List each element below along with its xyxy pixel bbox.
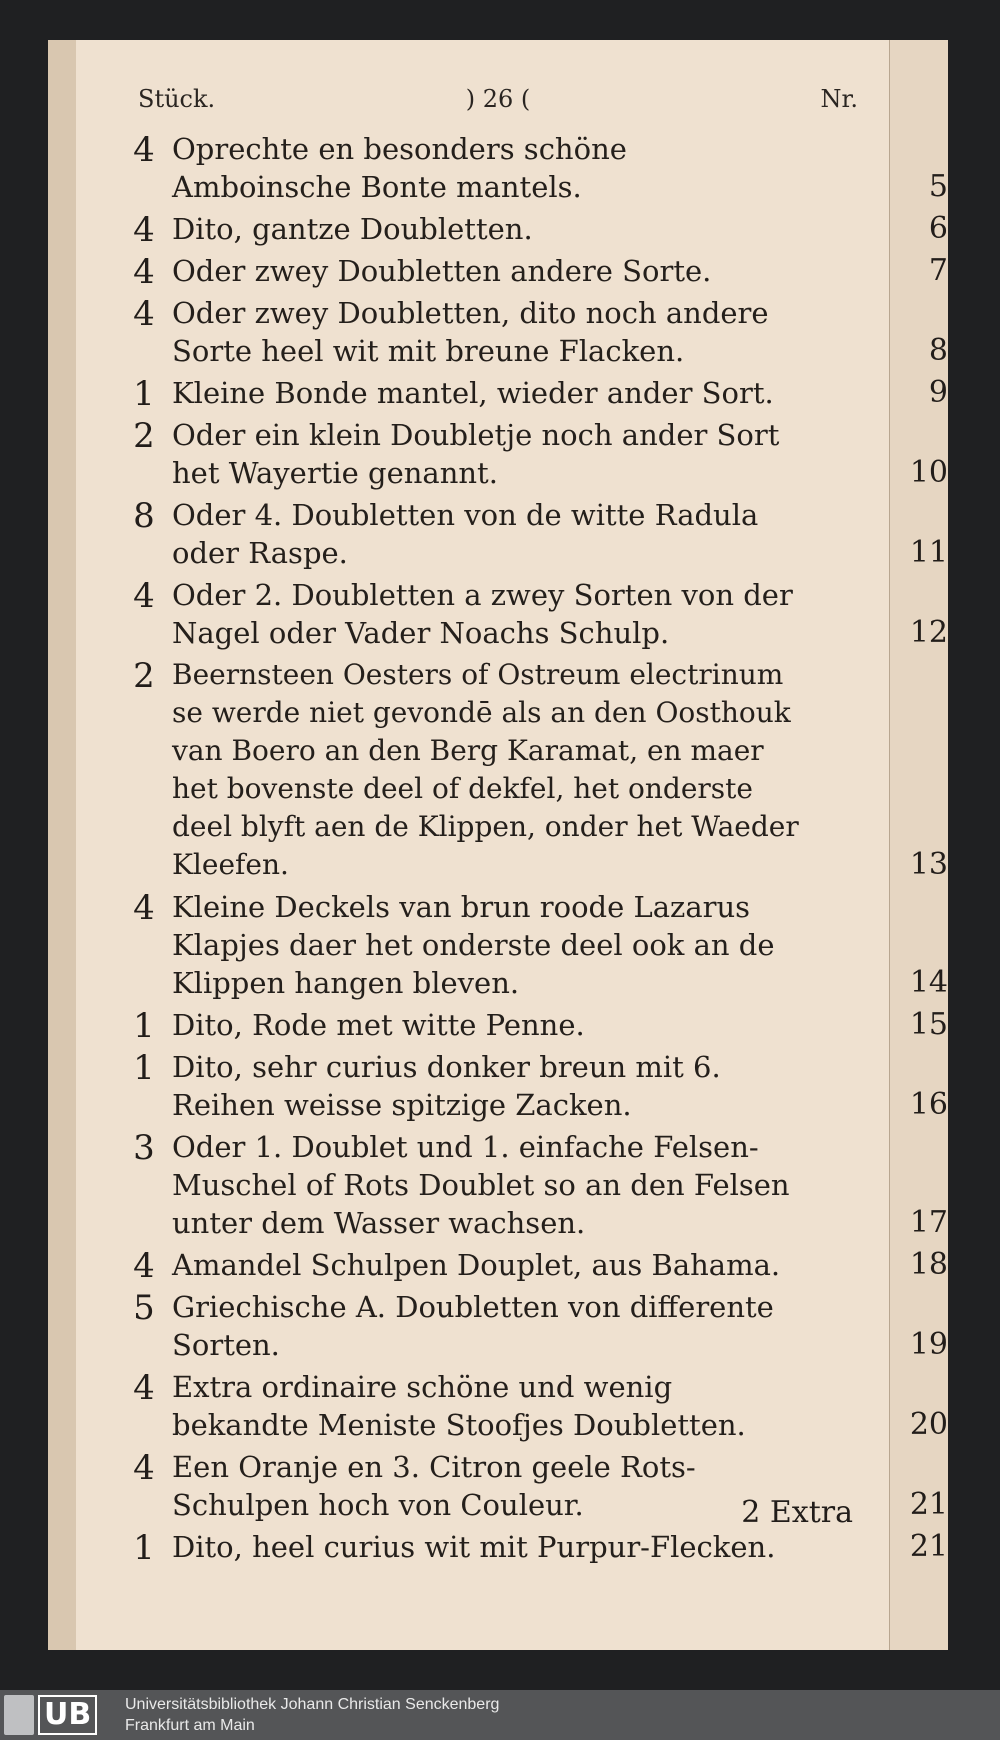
catalog-entry xyxy=(128,496,948,572)
entry-text: Oder 1. Doublet und 1. einfache Felsen-Muschel of Rots Doublet so an den Felsen unter dem Wasser wachsen. xyxy=(172,1130,790,1240)
entry-number: 15 xyxy=(909,1007,948,1042)
entry-text: Oder zwey Doubletten andere Sorte. xyxy=(172,254,712,288)
catalog-entry xyxy=(128,416,948,492)
entry-quantity: 4 xyxy=(133,1246,155,1286)
entry-text: Oprechte en besonders schöne Amboinsche Bonte mantels. xyxy=(172,132,627,204)
header-stueck-label: Stück. xyxy=(138,85,216,113)
entry-text: Kleine Bonde mantel, wieder ander Sort. xyxy=(172,376,774,410)
catalog-entry xyxy=(128,374,948,412)
catalog-entry xyxy=(128,294,948,370)
entry-text: Oder ein klein Doubletje noch ander Sort het Wayertie genannt. xyxy=(172,418,780,490)
catchword: 2 Extra xyxy=(741,1495,853,1530)
entry-quantity: 4 xyxy=(133,210,155,250)
portrait-icon xyxy=(4,1695,34,1735)
entry-number: 8 xyxy=(928,333,948,368)
catalog-entry xyxy=(128,576,948,652)
header-nr-label: Nr. xyxy=(820,85,858,113)
entry-number: 21 xyxy=(909,1529,948,1564)
entry-quantity: 4 xyxy=(133,576,155,616)
entry-quantity: 1 xyxy=(133,1006,155,1046)
entry-text: Extra ordinaire schöne und wenig bekandte Meniste Stoofjes Doubletten. xyxy=(172,1370,746,1442)
library-name-line2: Frankfurt am Main xyxy=(125,1717,255,1734)
page-number: ) 26 ( xyxy=(465,85,531,113)
library-name xyxy=(125,1694,499,1736)
catalog-entry xyxy=(128,1048,948,1124)
entry-text: Amandel Schulpen Douplet, aus Bahama. xyxy=(172,1248,781,1282)
entry-number: 10 xyxy=(909,455,948,490)
entry-number: 16 xyxy=(909,1087,948,1122)
entry-number: 14 xyxy=(909,965,948,1000)
entry-quantity: 4 xyxy=(133,888,155,928)
catalog-entry xyxy=(128,1368,948,1444)
catalog-entry xyxy=(128,1246,948,1284)
entry-quantity: 4 xyxy=(133,1368,155,1408)
library-logo[interactable] xyxy=(4,1694,114,1736)
entry-text: Oder zwey Doubletten, dito noch andere Sorte heel wit mit breune Flacken. xyxy=(172,296,769,368)
entry-quantity: 2 xyxy=(133,416,155,456)
entry-text: Oder 4. Doubletten von de witte Radula oder Raspe. xyxy=(172,498,759,570)
entry-quantity: 5 xyxy=(133,1288,155,1328)
entry-text: Kleine Deckels van brun roode Lazarus Klapjes daer het onderste deel ook an de Klippen hangen bleven. xyxy=(172,890,775,1000)
entry-text: Dito, sehr curius donker breun mit 6. Reihen weisse spitzige Zacken. xyxy=(172,1050,721,1122)
entry-number: 13 xyxy=(909,847,948,882)
entry-number: 20 xyxy=(909,1407,948,1442)
entry-text: Oder 2. Doubletten a zwey Sorten von der Nagel oder Vader Noachs Schulp. xyxy=(172,578,793,650)
entry-quantity: 4 xyxy=(133,1448,155,1488)
entry-text: Dito, gantze Doubletten. xyxy=(172,212,533,246)
catalog-entry xyxy=(128,1528,948,1566)
entry-number: 17 xyxy=(909,1205,948,1240)
catalog-entry xyxy=(128,130,948,206)
entry-quantity: 1 xyxy=(133,374,155,414)
book-page xyxy=(48,40,948,1650)
entry-number: 11 xyxy=(909,535,948,570)
entry-text: Griechische A. Doubletten von differente Sorten. xyxy=(172,1290,774,1362)
ub-logo-text: UB xyxy=(38,1695,97,1735)
library-name-line1: Universitätsbibliothek Johann Christian Senckenberg xyxy=(125,1696,500,1713)
entry-text: Een Oranje en 3. Citron geele Rots-Schulpen hoch von Couleur. xyxy=(172,1450,696,1522)
entry-number: 12 xyxy=(909,615,948,650)
entry-quantity: 3 xyxy=(133,1128,155,1168)
catalog-entry xyxy=(128,1128,948,1242)
entry-number: 5 xyxy=(928,169,948,204)
catalog-entry xyxy=(128,252,948,290)
catalog-entry xyxy=(128,1006,948,1044)
entry-quantity: 1 xyxy=(133,1528,155,1568)
entry-quantity: 1 xyxy=(133,1048,155,1088)
catalog-entry xyxy=(128,210,948,248)
catalog-entry xyxy=(128,1288,948,1364)
entry-quantity: 2 xyxy=(133,656,155,696)
entry-text: Dito, heel curius wit mit Purpur-Flecken. xyxy=(172,1530,776,1564)
entry-quantity: 8 xyxy=(133,496,155,536)
entry-text: Dito, Rode met witte Penne. xyxy=(172,1008,585,1042)
entry-number: 19 xyxy=(909,1327,948,1362)
catalog-entry xyxy=(128,656,948,884)
entry-quantity: 4 xyxy=(133,130,155,170)
entry-quantity: 4 xyxy=(133,294,155,334)
entry-number: 21 xyxy=(909,1487,948,1522)
entry-quantity: 4 xyxy=(133,252,155,292)
catalog-entry xyxy=(128,888,948,1002)
entry-number: 6 xyxy=(928,211,948,246)
entry-text: Beernsteen Oesters of Ostreum electrinum se werde niet gevondē als an den Oosthouk van Boero an den Berg Karamat, en maer het bovenste deel of dekfel, het onderste deel blyft aen de Klippen, onder het Waeder Kleefen. xyxy=(172,658,799,881)
library-footer-bar xyxy=(0,1690,1000,1740)
entry-number: 9 xyxy=(928,375,948,410)
entry-number: 18 xyxy=(909,1247,948,1282)
catalog-entries xyxy=(128,130,948,1570)
page-gutter xyxy=(48,40,76,1650)
entry-number: 7 xyxy=(928,253,948,288)
page-header xyxy=(138,85,858,125)
